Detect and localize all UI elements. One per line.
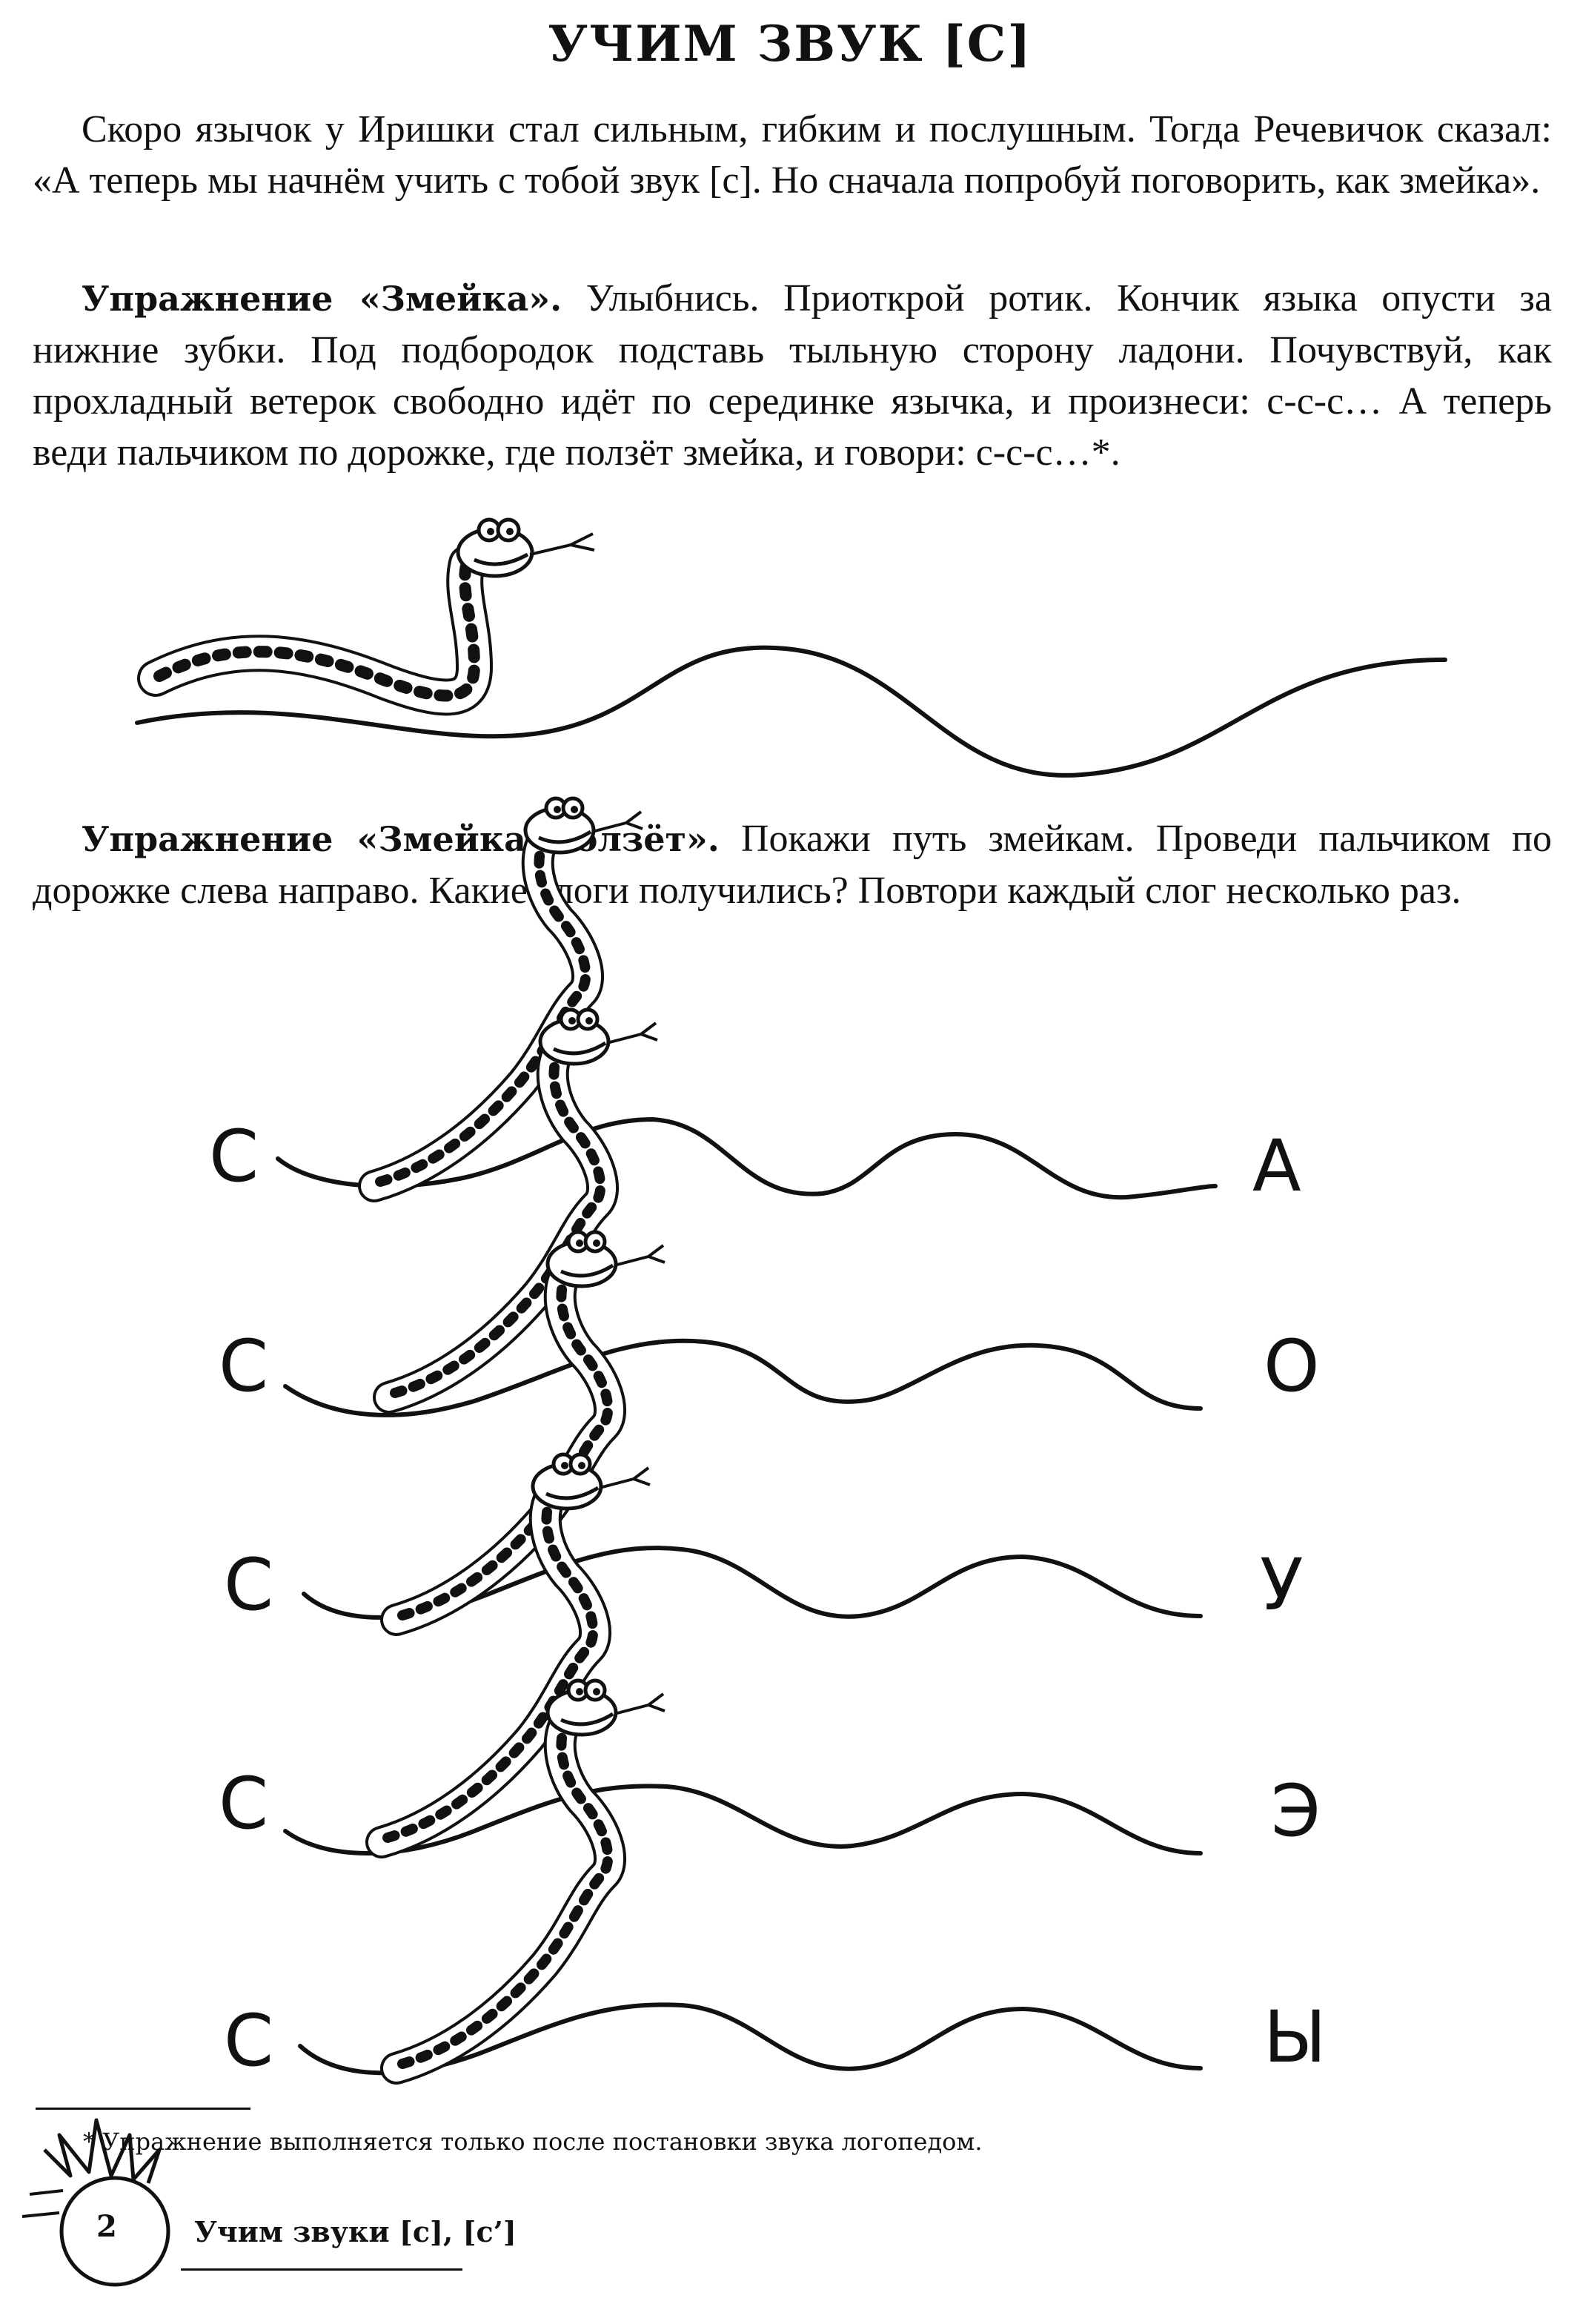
syllable-row-4-path — [285, 1454, 1201, 1853]
row-1-start-letter: С — [209, 1115, 259, 1198]
row-2-end-letter: О — [1264, 1325, 1320, 1408]
snake-path-illustration — [137, 520, 1445, 775]
row-5-end-letter: Ы — [1264, 1996, 1327, 2079]
row-1-end-letter: А — [1252, 1125, 1301, 1208]
footnote-divider — [36, 2108, 250, 2110]
running-footer: Учим звуки [с], [с’] — [194, 2215, 517, 2248]
row-4-start-letter: С — [219, 1762, 269, 1845]
exercise-snake-crawls-title: Упражнение «Змейка ползёт». — [82, 819, 720, 859]
page-title: УЧИМ ЗВУК [С] — [548, 15, 1032, 73]
row-3-start-letter: С — [224, 1543, 274, 1626]
syllable-row-3-path — [304, 1232, 1201, 1620]
footer-underline — [181, 2268, 462, 2271]
footnote: * Упражнение выполняется только после постановки звука логопедом. — [83, 2128, 983, 2156]
row-4-end-letter: Э — [1271, 1770, 1321, 1853]
intro-paragraph: Скоро язычок у Иришки стал сильным, гибким и послушным. Тогда Речевичок сказал: «А теперь мы начнём учить с тобой звук [с]. Но сначала попробуй поговорить, как змейка». — [33, 108, 1552, 202]
exercise-snake-crawls-text: Покажи путь змейкам. Проведи пальчиком по дорожке слева направо. Какие слоги получились? Повтори каждый слог несколько раз. — [33, 818, 1552, 912]
exercise-snake-title: Упражнение «Змейка». — [82, 279, 562, 319]
snake-icon — [156, 520, 594, 697]
syllable-row-2-path — [285, 1010, 1201, 1415]
row-2-start-letter: С — [219, 1325, 269, 1408]
snake-icon — [382, 1454, 650, 1842]
row-5-start-letter: С — [224, 1999, 274, 2082]
syllable-row-1-path — [278, 798, 1215, 1197]
syllable-row-5-path — [300, 1681, 1201, 2073]
exercise-snake-text: Улыбнись. Приоткрой ротик. Кончик языка опусти за нижние зубки. Под подбородок подставь тыльную сторону ладони. Почувствуй, как прохладный ветерок свободно идёт по серединке язычка, и произнеси: с-с-с… А теперь веди пальчиком по дорожке, где ползёт змейка, и говори: с-с-с…*. — [33, 277, 1553, 474]
page-number: 2 — [96, 2209, 117, 2244]
row-3-end-letter: У — [1260, 1543, 1304, 1626]
